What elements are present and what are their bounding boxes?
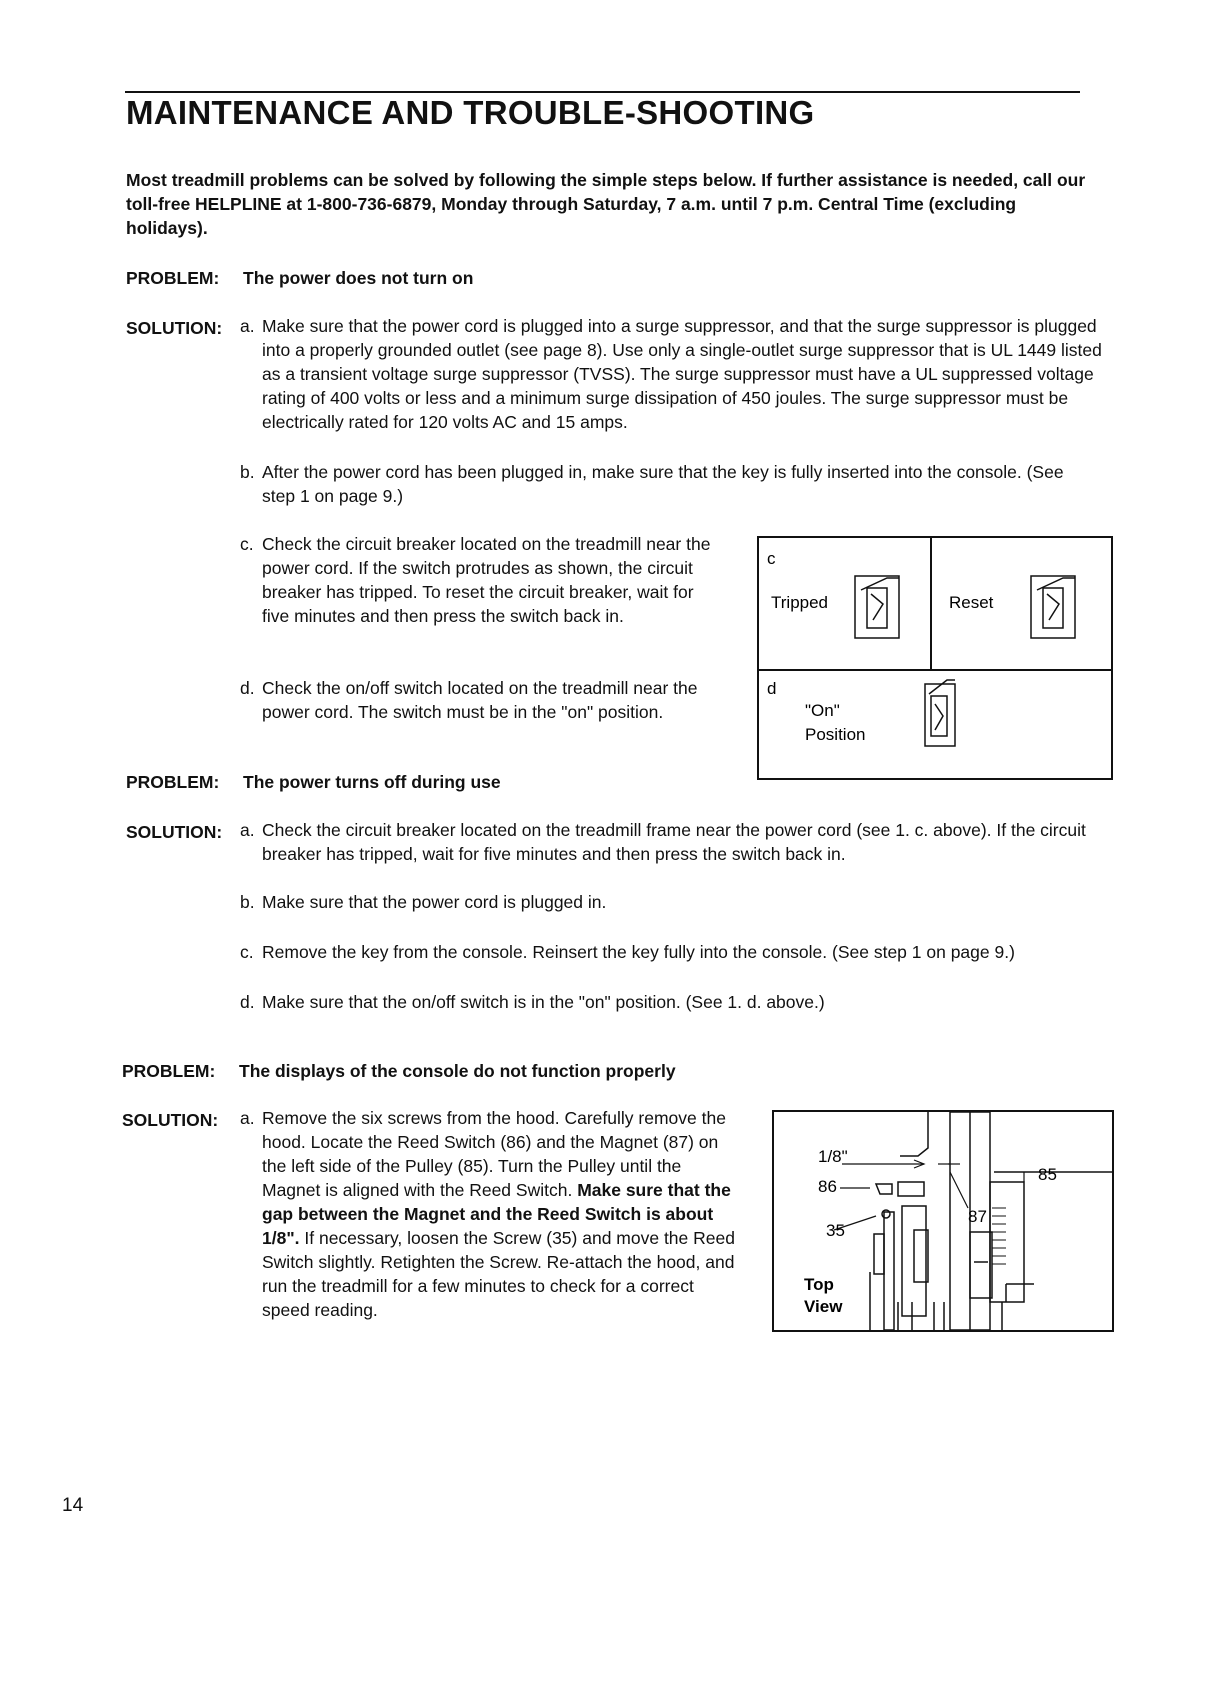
problem-3-label: PROBLEM: — [122, 1061, 216, 1081]
solution-2c — [240, 940, 1122, 964]
item-letter: b. — [240, 892, 255, 912]
solution-1c — [240, 532, 722, 628]
top-view-label-2: View — [804, 1297, 843, 1316]
panel-d-label: d — [767, 679, 777, 698]
item-letter: d. — [240, 992, 255, 1012]
pulley-diagram-drawing — [774, 1112, 1112, 1330]
switch-diagram — [757, 536, 1113, 780]
solution-1d — [240, 676, 722, 724]
item-letter: d. — [240, 678, 255, 698]
item-letter: a. — [240, 1108, 255, 1128]
pulley-assembly — [870, 1112, 1112, 1330]
problem-2-title: The power turns off during use — [243, 772, 501, 792]
reed-switch-number: 86 — [818, 1177, 837, 1196]
problem-1-label: PROBLEM: — [126, 268, 220, 288]
solution-1d-text: Check the on/off switch located on the treadmill near the power cord. The switch must be in the "on" position. — [262, 678, 698, 722]
item-letter: c. — [240, 942, 254, 962]
problem-1-title: The power does not turn on — [243, 268, 474, 288]
solution-3a-text-2: If necessary, loosen the Screw (35) and move the Reed Switch slightly. Retighten the Screw. Re-attach the hood, and run the treadmill for a few minutes to check for a correct speed reading. — [262, 1228, 735, 1320]
solution-1a-text: Make sure that the power cord is plugged into a surge suppressor, and that the surge suppressor is plugged into a properly grounded outlet (see page 8). Use only a single-outlet surge suppressor that is UL 1449 listed as a transient voltage surge suppressor (TVSS). The surge suppressor must have a UL suppressed voltage rating of 400 volts or less and a minimum surge dissipation of 450 joules. The surge suppressor must be electrically rated for 120 volts AC and 15 amps. — [262, 316, 1102, 432]
item-letter: b. — [240, 462, 255, 482]
solution-3a — [240, 1106, 740, 1322]
solution-1b — [240, 460, 1092, 508]
solution-3a-text-1: Remove the six screws from the hood. Carefully remove the hood. Locate the Reed Switch (86) and the Magnet (87) on the left side of the Pulley (85). Turn the Pulley until the Magnet is aligned with the Reed Switch. — [262, 1108, 726, 1200]
tripped-switch-icon — [855, 576, 899, 638]
item-letter: a. — [240, 820, 255, 840]
solution-1b-text: After the power cord has been plugged in, make sure that the key is fully inserted into the console. (See step 1 on page 9.) — [262, 462, 1064, 506]
tripped-label: Tripped — [771, 593, 829, 612]
pulley-number: 85 — [1038, 1165, 1057, 1184]
solution-3-label: SOLUTION: — [122, 1110, 219, 1130]
intro-paragraph: Most treadmill problems can be solved by following the simple steps below. If further assistance is needed, call our toll-free HELPLINE at 1-800-736-6879, Monday through Saturday, 7 a.m. until 7 p.m. Central Time (excluding holidays). — [126, 170, 1086, 238]
solution-2d-text: Make sure that the on/off switch is in the "on" position. (See 1. d. above.) — [262, 992, 825, 1012]
solution-1c-text: Check the circuit breaker located on the treadmill near the power cord. If the switch protrudes as shown, the circuit breaker has tripped. To reset the circuit breaker, wait for five minutes and then press the switch back in. — [262, 534, 711, 626]
reset-label: Reset — [949, 593, 994, 612]
magnet-number: 87 — [968, 1207, 987, 1226]
solution-2a-text: Check the circuit breaker located on the treadmill frame near the power cord (see 1. c. above). If the circuit breaker has tripped, wait for five minutes and then press the switch back in. — [262, 820, 1086, 864]
page-number: 14 — [62, 1495, 84, 1516]
gap-label: 1/8" — [818, 1147, 848, 1166]
reset-switch-icon — [1031, 576, 1075, 638]
panel-c-label: c — [767, 549, 776, 568]
page-title: MAINTENANCE AND TROUBLE-SHOOTING — [126, 94, 815, 131]
position-label: Position — [805, 725, 866, 744]
solution-1-label: SOLUTION: — [126, 318, 223, 338]
top-view-label-1: Top — [804, 1275, 834, 1294]
item-letter: c. — [240, 534, 254, 554]
solution-2d — [240, 990, 1112, 1014]
pulley-hatching — [992, 1208, 1006, 1264]
solution-2a — [240, 818, 1112, 866]
item-letter: a. — [240, 316, 255, 336]
screw-number: 35 — [826, 1221, 845, 1240]
solution-2b-text: Make sure that the power cord is plugged in. — [262, 892, 607, 912]
solution-2b — [240, 890, 1112, 914]
on-label: "On" — [805, 701, 840, 720]
solution-1a — [240, 314, 1107, 434]
on-switch-icon — [925, 680, 955, 746]
switch-diagram-drawing — [759, 538, 1111, 778]
solution-3a-text-bold: Make sure that the gap between the Magnet and the Reed Switch is about 1/8". — [262, 1180, 731, 1248]
callout-leaders — [834, 1160, 1024, 1230]
title-rule — [125, 91, 1080, 93]
solution-2c-text: Remove the key from the console. Reinsert the key fully into the console. (See step 1 on page 9.) — [262, 942, 1015, 962]
problem-2-label: PROBLEM: — [126, 772, 220, 792]
pulley-diagram — [772, 1110, 1114, 1332]
solution-2-label: SOLUTION: — [126, 822, 223, 842]
problem-3-title: The displays of the console do not function properly — [239, 1061, 676, 1081]
